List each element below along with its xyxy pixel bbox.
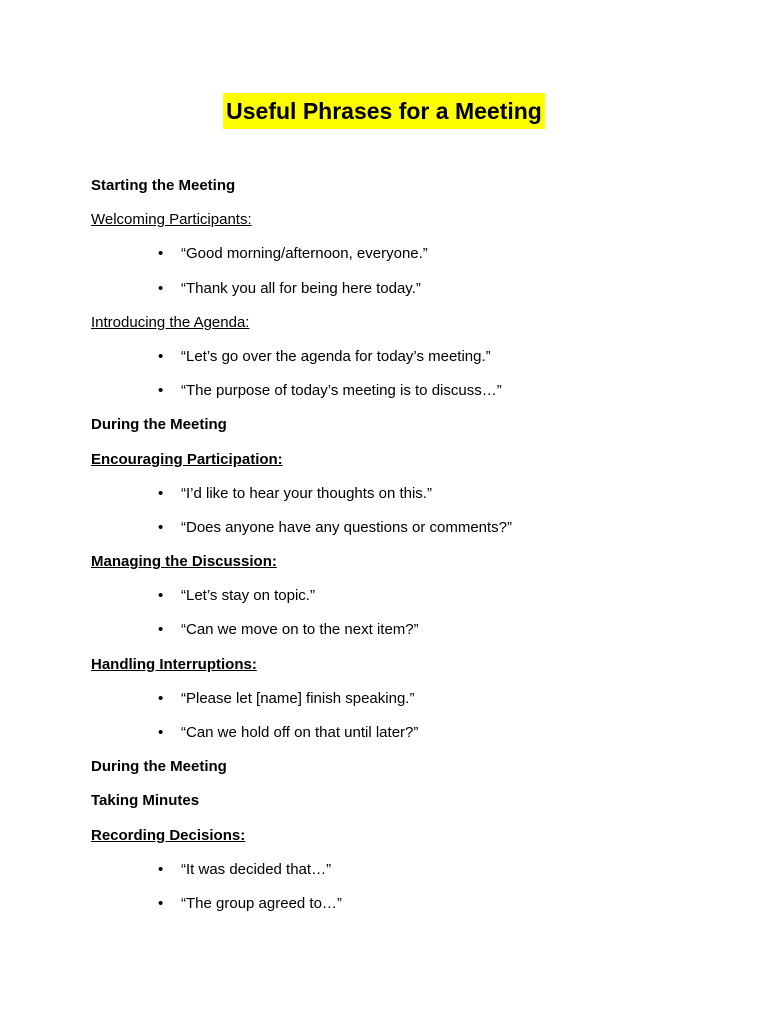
bullet-item: [91, 376, 711, 410]
bullet-text: “Thank you all for being here today.”: [181, 279, 421, 297]
bullet-icon: •: [158, 621, 164, 639]
bullet-item: [91, 342, 711, 376]
bullet-text: “Let’s stay on topic.”: [181, 587, 315, 605]
subsection-heading: Welcoming Participants:: [91, 211, 252, 229]
subsection-heading: Managing the Discussion:: [91, 553, 277, 571]
bullet-item: [91, 889, 711, 923]
bullet-item: [91, 855, 711, 889]
bullet-item: [91, 513, 711, 547]
bullet-text: “It was decided that…”: [181, 860, 332, 878]
bullet-icon: •: [158, 518, 164, 536]
bullet-text: “Can we hold off on that until later?”: [181, 724, 419, 741]
section-heading: During the Meeting: [91, 416, 227, 434]
bullet-item: [91, 479, 711, 513]
subsection-heading: Recording Decisions:: [91, 826, 246, 844]
bullet-icon: •: [158, 724, 164, 741]
bullet-icon: •: [158, 689, 164, 707]
bullet-icon: •: [158, 279, 164, 297]
bullet-text: “Good morning/afternoon, everyone.”: [181, 245, 428, 263]
bullet-item: [91, 581, 711, 615]
bullet-item: [91, 239, 711, 273]
bullet-item: [91, 274, 711, 308]
bullet-text: “The purpose of today’s meeting is to discuss…”: [181, 382, 502, 400]
section-heading: Starting the Meeting: [91, 177, 236, 194]
bullet-item: [91, 684, 711, 718]
subsection-heading: Handling Interruptions:: [91, 655, 257, 673]
bullet-icon: •: [158, 587, 164, 605]
section-heading: During the Meeting: [91, 758, 227, 776]
bullet-text: “The group agreed to…”: [181, 894, 342, 912]
bullet-icon: •: [158, 382, 164, 400]
document-body: [91, 171, 711, 923]
bullet-text: “Can we move on to the next item?”: [181, 621, 419, 639]
bullet-text: “I’d like to hear your thoughts on this.”: [181, 484, 432, 502]
bullet-icon: •: [158, 894, 164, 912]
bullet-icon: •: [158, 860, 164, 878]
bullet-icon: •: [158, 245, 164, 263]
document-title: Useful Phrases for a Meeting: [223, 93, 545, 129]
title-row: [0, 93, 768, 129]
bullet-text: “Let’s go over the agenda for today’s meeting.”: [181, 347, 491, 365]
bullet-item: [91, 718, 711, 752]
bullet-item: [91, 615, 711, 649]
subsection-heading: Introducing the Agenda:: [91, 313, 250, 331]
bullet-icon: •: [158, 484, 164, 502]
bullet-text: “Please let [name] finish speaking.”: [181, 689, 415, 707]
section-heading: Taking Minutes: [91, 792, 200, 810]
bullet-icon: •: [158, 347, 164, 365]
bullet-text: “Does anyone have any questions or comments?”: [181, 518, 513, 536]
subsection-heading: Encouraging Participation:: [91, 450, 283, 468]
